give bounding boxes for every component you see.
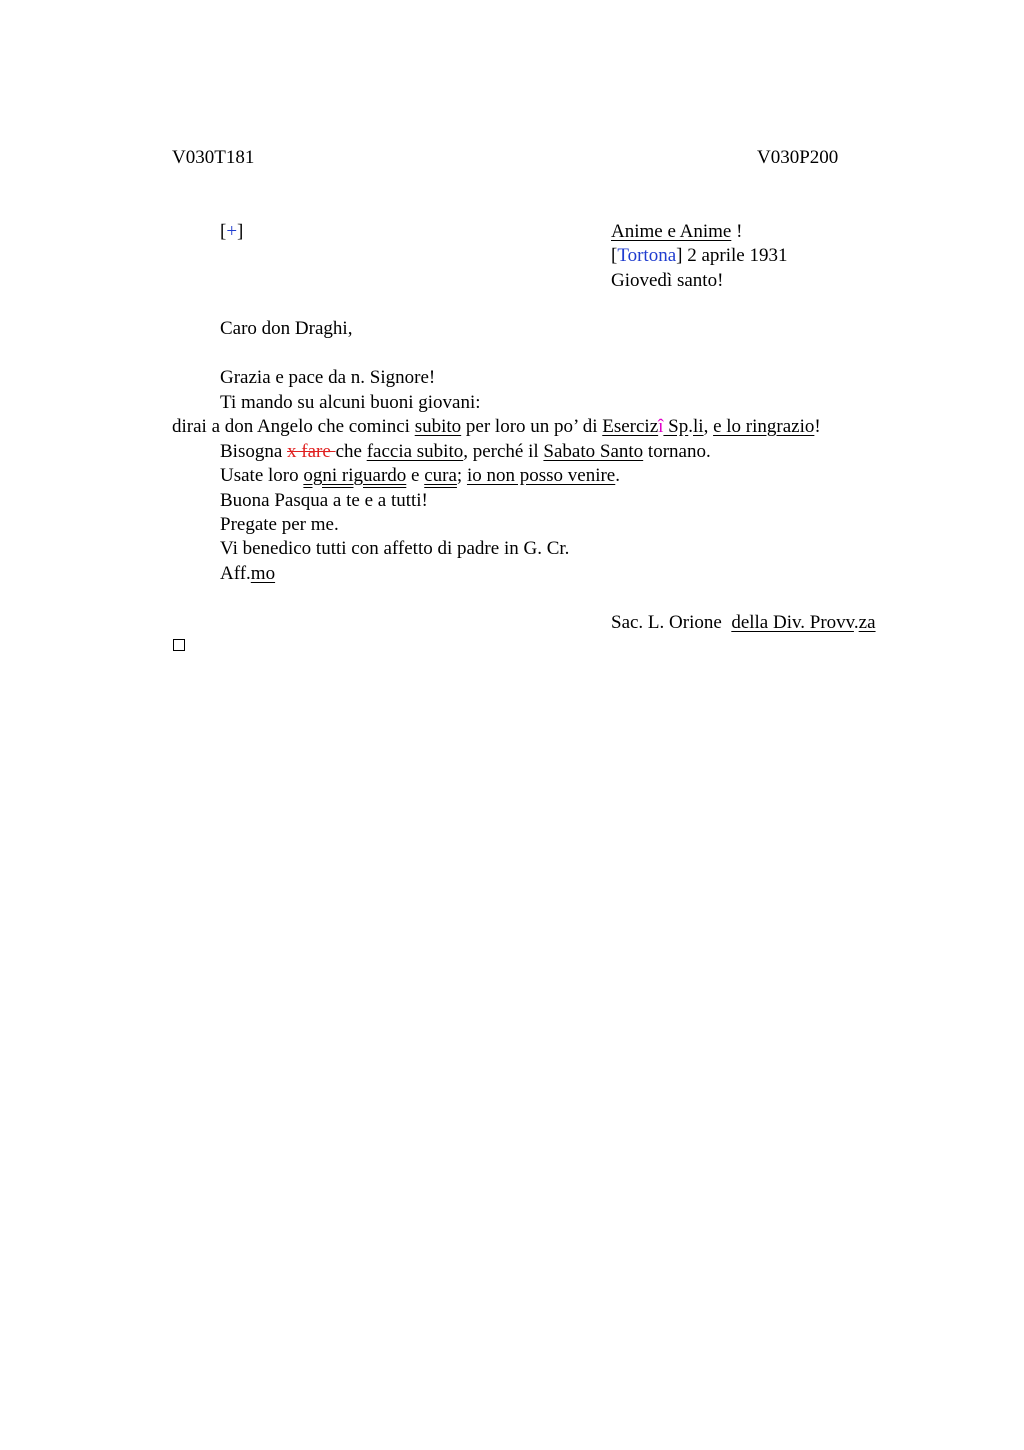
text-run: dirai a don Angelo che cominci <box>172 416 415 437</box>
text-run: Sac. L. Orione <box>611 612 732 633</box>
text-run: ! <box>814 416 821 437</box>
correction-mark: î <box>658 416 664 437</box>
double-underlined-text: ogni riguardo <box>303 465 407 486</box>
underlined-text: Sp <box>663 416 689 437</box>
underlined-text: li <box>693 416 704 437</box>
underlined-text: mo <box>250 563 276 584</box>
cross-icon: + <box>226 221 238 242</box>
document-code-right: V030P200 <box>757 147 839 168</box>
underlined-text: subito <box>414 416 462 437</box>
text-run: Aff. <box>220 563 251 584</box>
bracket-open: [ <box>611 245 618 266</box>
body-line-7: Pregate per me. <box>220 514 339 535</box>
end-square-icon <box>173 639 185 651</box>
underlined-text: io non posso venire <box>466 465 616 486</box>
text-run: tornano. <box>643 441 711 462</box>
cross-bracket-open: [ <box>220 221 227 242</box>
double-underlined-text: cura <box>424 465 457 486</box>
underlined-text: faccia subito <box>366 441 464 462</box>
letter-day: Giovedì santo! <box>611 270 724 291</box>
letter-place-date <box>611 244 787 268</box>
underlined-text: e lo ringrazio <box>713 416 815 437</box>
underlined-text: Eserciz <box>602 416 659 437</box>
text-run: Usate loro <box>220 465 304 486</box>
text-run: e <box>406 465 425 486</box>
body-line-2: Ti mando su alcuni buoni giovani: <box>220 392 481 413</box>
body-line-8: Vi benedico tutti con affetto di padre in G. Cr. <box>220 538 570 559</box>
body-line-1: Grazia e pace da n. Signore! <box>220 367 436 388</box>
text-run: Bisogna <box>220 441 288 462</box>
underlined-text: della Div. Provv <box>731 612 854 633</box>
closing-line <box>220 562 275 586</box>
body-line-5 <box>220 464 620 488</box>
salutation: Caro don Draghi, <box>220 318 353 339</box>
body-line-6: Buona Pasqua a te e a tutti! <box>220 490 428 511</box>
underlined-text: Sabato Santo <box>543 441 644 462</box>
text-run: ; <box>456 465 467 486</box>
text-run: , perché il <box>463 441 544 462</box>
text-run: . <box>688 416 693 437</box>
body-line-3 <box>172 415 821 439</box>
title-exclamation: ! <box>731 221 743 242</box>
text-run: per loro un po’ di <box>461 416 603 437</box>
document-code-left: V030T181 <box>172 147 255 168</box>
text-run: . <box>615 465 620 486</box>
cross-bracket-close: ] <box>237 221 244 242</box>
place-name: Tortona <box>617 245 677 266</box>
underlined-text: za <box>858 612 876 633</box>
title-underlined: Anime e Anime <box>611 221 732 242</box>
text-run: . <box>853 612 859 633</box>
letter-date: ] 2 aprile 1931 <box>676 245 788 266</box>
text-run: che <box>335 441 367 462</box>
letter-title <box>611 220 742 244</box>
cross-mark <box>220 220 243 244</box>
struck-text: x fare <box>287 441 336 462</box>
text-run: , <box>703 416 714 437</box>
signature <box>611 611 876 635</box>
body-line-4 <box>220 440 711 464</box>
